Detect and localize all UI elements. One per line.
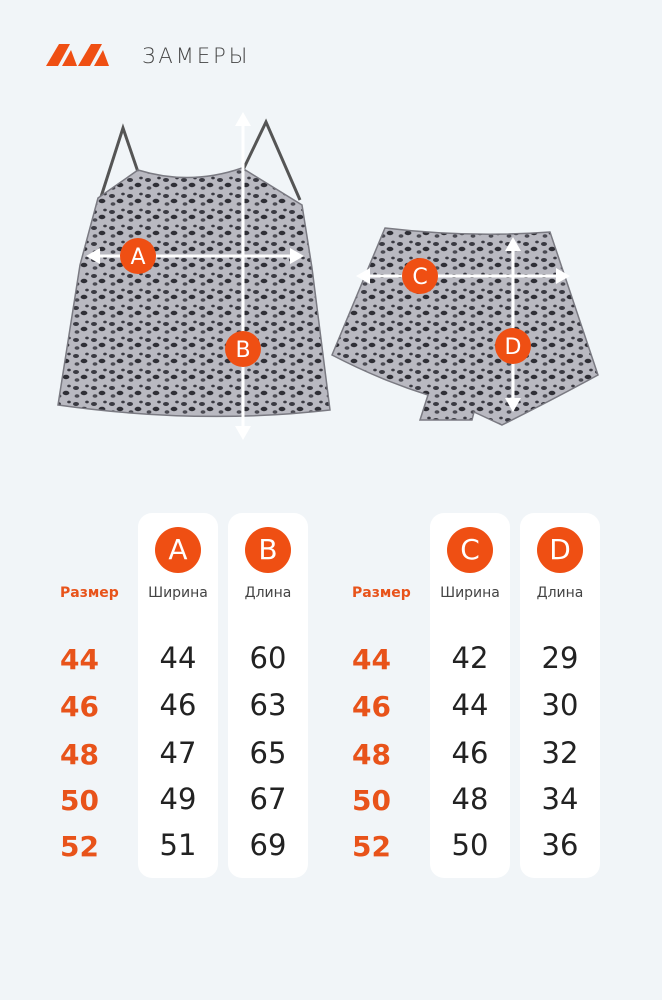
- page-title: ЗАМЕРЫ: [142, 44, 251, 68]
- value-cell: 36: [541, 828, 579, 862]
- value-cell: 50: [451, 828, 489, 862]
- camisole-top: [58, 168, 330, 416]
- size-cell: 44: [352, 643, 391, 676]
- size-cell: 44: [60, 643, 99, 676]
- badge-b: B: [245, 527, 291, 573]
- size-cell: 46: [60, 690, 99, 723]
- size-cell: 50: [60, 784, 99, 817]
- marker-a: [120, 238, 156, 274]
- shorts: [332, 228, 598, 425]
- value-cell: 34: [541, 782, 579, 816]
- value-cell: 29: [541, 641, 579, 675]
- value-cell: 42: [451, 641, 489, 675]
- marker-b: [225, 331, 261, 367]
- column-header: Ширина: [148, 585, 208, 601]
- size-cell: 48: [60, 738, 99, 771]
- size-cell: 46: [352, 690, 391, 723]
- size-cell: 48: [352, 738, 391, 771]
- column-card-b: [228, 513, 308, 878]
- value-cell: 44: [451, 688, 489, 722]
- value-cell: 63: [249, 688, 287, 722]
- svg-text:D: D: [504, 335, 522, 360]
- size-header: Размер: [60, 585, 119, 601]
- value-cell: 69: [249, 828, 287, 862]
- value-cell: 46: [159, 688, 197, 722]
- column-header: Длина: [244, 585, 292, 601]
- value-cell: 67: [249, 782, 287, 816]
- badge-d: D: [537, 527, 583, 573]
- value-cell: 47: [159, 736, 197, 770]
- column-card-a: [138, 513, 218, 878]
- column-card-d: [520, 513, 600, 878]
- svg-text:B: B: [235, 338, 251, 363]
- size-cell: 52: [60, 830, 99, 863]
- value-cell: 60: [249, 641, 287, 675]
- column-card-c: [430, 513, 510, 878]
- badge-c: C: [447, 527, 493, 573]
- column-header: Длина: [536, 585, 584, 601]
- brand-logo: [44, 40, 112, 68]
- value-cell: 30: [541, 688, 579, 722]
- size-cell: 52: [352, 830, 391, 863]
- value-cell: 46: [451, 736, 489, 770]
- marker-c: [402, 258, 438, 294]
- marker-d: [495, 328, 531, 364]
- value-cell: 65: [249, 736, 287, 770]
- value-cell: 51: [159, 828, 197, 862]
- badge-a: A: [155, 527, 201, 573]
- column-header: Ширина: [440, 585, 500, 601]
- svg-text:C: C: [412, 265, 428, 290]
- value-cell: 48: [451, 782, 489, 816]
- value-cell: 32: [541, 736, 579, 770]
- size-cell: 50: [352, 784, 391, 817]
- svg-text:A: A: [130, 245, 146, 270]
- value-cell: 49: [159, 782, 197, 816]
- value-cell: 44: [159, 641, 197, 675]
- garment-illustration: [0, 100, 662, 445]
- size-header: Размер: [352, 585, 411, 601]
